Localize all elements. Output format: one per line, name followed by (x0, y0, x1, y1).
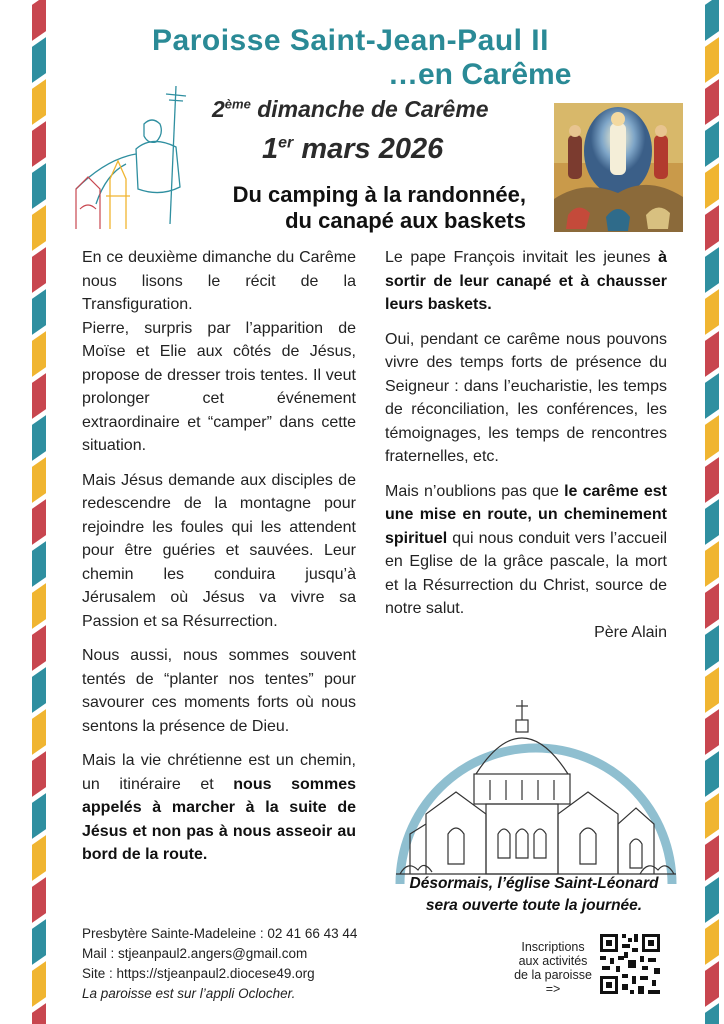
stripe-segment (32, 835, 46, 881)
paragraph: En ce deuxième dimanche du Carême nous lisons le récit de la Transfiguration. (82, 249, 356, 313)
left-airmail-stripe (32, 0, 46, 1024)
stripe-segment (32, 1003, 46, 1024)
transfiguration-icon-image (554, 103, 683, 232)
stripe-segment (705, 121, 719, 167)
inscriptions-note: Inscriptions aux activités de la paroisse => (514, 940, 592, 996)
stripe-segment (705, 961, 719, 1007)
stripe-segment (32, 667, 46, 713)
stripe-segment (32, 709, 46, 755)
stripe-segment (32, 373, 46, 419)
stripe-segment (705, 835, 719, 881)
stripe-segment (32, 331, 46, 377)
lent-title: …en Carême (388, 58, 572, 91)
stripe-segment (705, 625, 719, 671)
stripe-segment (32, 79, 46, 125)
stripe-segment (705, 541, 719, 587)
paragraph: Pierre, surpris par l’apparition de Moïse et Elie aux côtés de Jésus, propose de dresser trois tentes. Il veut prolonger cet événement extraordinaire et “camper” dans cette situation. (82, 319, 356, 454)
stripe-segment (705, 709, 719, 755)
parish-title: Paroisse Saint-Jean-Paul II (152, 24, 549, 57)
stripe-segment (705, 205, 719, 251)
stripe-segment (32, 205, 46, 251)
paragraph: Le pape François invitait les jeunes à sortir de leur canapé et à chausser leurs baskets. (385, 249, 667, 313)
stripe-segment (705, 793, 719, 839)
stripe-segment (32, 625, 46, 671)
left-column (82, 246, 356, 878)
paragraph: Mais n’oublions pas que le carême est une mise en route, un cheminement spirituel qui nous conduit vers l’accueil en Eglise de la grâce pascale, la mort et la Résurrection du Christ, source de notre salut. (385, 482, 668, 617)
stripe-segment (32, 961, 46, 1007)
stripe-segment (705, 877, 719, 923)
stripe-segment (705, 457, 719, 503)
stripe-segment (32, 541, 46, 587)
stripe-segment (705, 289, 719, 335)
stripe-segment (705, 163, 719, 209)
stripe-segment (32, 751, 46, 797)
stripe-segment (32, 0, 46, 41)
stripe-segment (705, 0, 719, 41)
stripe-segment (32, 37, 46, 83)
stripe-segment (705, 1003, 719, 1024)
stripe-segment (32, 121, 46, 167)
stripe-segment (32, 163, 46, 209)
app-note: La paroisse est sur l’appli Oclocher. (82, 986, 296, 1001)
stripe-segment (32, 289, 46, 335)
paragraph: Oui, pendant ce carême nous pouvons vivre des temps forts de présence du Seigneur : dans l’eucharistie, les temps de réconciliation, les conférences, les témoignages, les temps de rencontres fraternelles, etc. (385, 330, 667, 465)
stripe-segment (705, 415, 719, 461)
signature: Père Alain (594, 623, 667, 641)
stripe-segment (32, 583, 46, 629)
contact-block (82, 924, 357, 1004)
stripe-segment (32, 247, 46, 293)
mail-line: Mail : stjeanpaul2.angers@gmail.com (82, 946, 308, 961)
stripe-segment (32, 457, 46, 503)
stripe-segment (32, 877, 46, 923)
site-line: Site : https://stjeanpaul2.diocese49.org (82, 966, 315, 981)
stripe-segment (705, 499, 719, 545)
stripe-segment (705, 751, 719, 797)
stripe-segment (32, 919, 46, 965)
stripe-segment (705, 583, 719, 629)
paragraph: Mais la vie chrétienne est un chemin, un itinéraire et nous sommes appelés à marcher à la suite de Jésus et non pas à nous asseoir au bord de la route. (82, 752, 356, 863)
date-heading: 1er mars 2026 (262, 133, 444, 165)
stripe-segment (705, 373, 719, 419)
stripe-segment (32, 499, 46, 545)
right-airmail-stripe (705, 0, 719, 1024)
stripe-segment (32, 793, 46, 839)
church-caption: Désormais, l’église Saint-Léonard sera ouverte toute la journée. (409, 875, 659, 914)
phone-line: Presbytère Sainte-Madeleine : 02 41 66 43 44 (82, 926, 358, 941)
sunday-heading: 2ème dimanche de Carême (212, 96, 489, 122)
stripe-segment (32, 415, 46, 461)
stripe-segment (705, 667, 719, 713)
paragraph: Nous aussi, nous sommes souvent tentés de “planter nos tentes” pour savourer ces moments forts où nous sentons la présence de Dieu. (82, 647, 356, 735)
article-subtitle: Du camping à la randonnée, du canapé aux baskets (232, 182, 526, 233)
qr-code[interactable] (598, 932, 662, 996)
stripe-segment (705, 331, 719, 377)
right-column (385, 246, 667, 655)
stripe-segment (705, 79, 719, 125)
stripe-segment (705, 37, 719, 83)
stripe-segment (705, 919, 719, 965)
stripe-segment (705, 247, 719, 293)
paragraph: Mais Jésus demande aux disciples de redescendre de la montagne pour rejoindre les foules qui les attendent pour être guéries et sauvées. Leur chemin les conduira jusqu’à Jérusalem où Jésus va vivre sa Passion et sa Résurrection. (82, 471, 356, 630)
